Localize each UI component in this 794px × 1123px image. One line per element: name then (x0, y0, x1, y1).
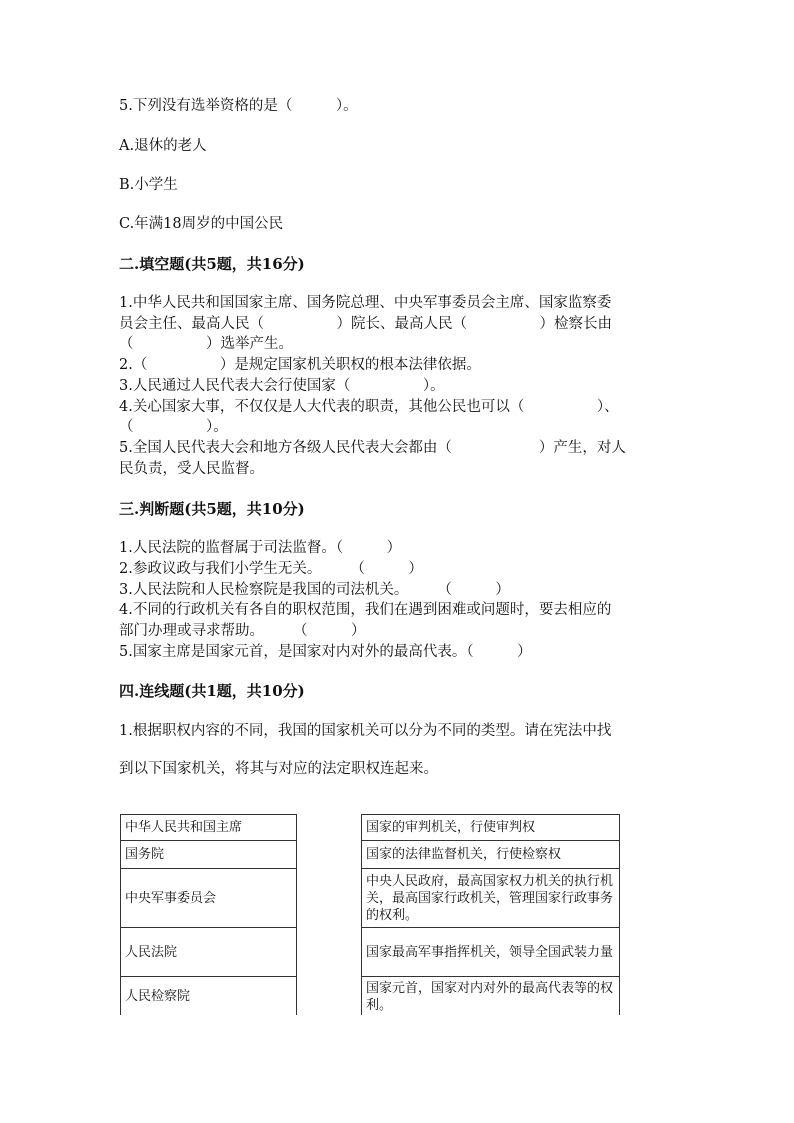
question-5-stem: 5.下列没有选举资格的是（ ）。 (119, 98, 358, 114)
fill-line: （ ）。 (119, 419, 228, 435)
match-right-table (361, 814, 620, 1015)
fill-line: 3.人民通过人民代表大会行使国家（ ）。 (119, 378, 445, 394)
judge-line: 1.人民法院的监督属于司法监督。（ ） (119, 540, 402, 556)
fill-line: 4.关心国家大事，不仅仅是人大代表的职责，其他公民也可以（ ）、 (119, 399, 619, 415)
option-c: C.年满18周岁的中国公民 (119, 216, 284, 232)
left-organ-item[interactable]: 中央军事委员会 (121, 869, 296, 928)
right-power-item[interactable]: 国家的法律监督机关，行使检察权 (362, 841, 619, 869)
fill-line: 2.（ ）是规定国家机关职权的根本法律依据。 (119, 357, 481, 373)
judge-line: 部门办理或寻求帮助。 （ ） (119, 623, 366, 639)
fill-line: 员会主任、最高人民（ ）院长、最高人民（ ）检察长由 (119, 316, 612, 332)
option-a: A.退休的老人 (119, 138, 207, 154)
left-organ-item[interactable]: 人民法院 (121, 928, 296, 977)
fill-line: （ ）选举产生。 (119, 336, 293, 352)
right-power-item[interactable]: 国家元首，国家对内对外的最高代表等的权利。 (366, 980, 614, 1013)
match-stem-line: 1.根据职权内容的不同，我国的国家机关可以分为不同的类型。请在宪法中找 (119, 723, 612, 739)
right-power-item[interactable]: 中央人民政府，最高国家权力机关的执行机关，最高国家行政机关，管理国家行政事务的权利。 (362, 869, 619, 928)
section-match-heading: 四.连线题(共1题，共10分) (119, 682, 305, 700)
option-b: B.小学生 (119, 177, 178, 193)
fill-line: 民负责，受人民监督。 (119, 461, 264, 477)
right-power-item[interactable]: 国家的审判机关，行使审判权 (362, 815, 619, 841)
right-power-item[interactable]: 国家最高军事指挥机关，领导全国武装力量 (362, 928, 619, 977)
left-organ-item[interactable]: 中华人民共和国主席 (121, 815, 296, 841)
section-fill-heading: 二.填空题(共5题，共16分) (119, 255, 305, 273)
section-judge-heading: 三.判断题(共5题，共10分) (119, 500, 305, 518)
judge-line: 2.参政议政与我们小学生无关。 （ ） (119, 561, 423, 577)
judge-line: 4.不同的行政机关有各自的职权范围，我们在遇到困难或问题时，要去相应的 (119, 602, 612, 618)
judge-line: 3.人民法院和人民检察院是我国的司法机关。 （ ） (119, 582, 510, 598)
left-organ-item[interactable]: 人民检察院 (125, 989, 191, 1004)
fill-line: 5.全国人民代表大会和地方各级人民代表大会都由（ ）产生，对人 (119, 440, 626, 456)
match-left-table (120, 814, 297, 1015)
fill-line: 1.中华人民共和国国家主席、国务院总理、中央军事委员会主席、国家监察委 (119, 295, 612, 311)
match-stem-line: 到以下国家机关，将其与对应的法定职权连起来。 (119, 761, 438, 777)
judge-line: 5.国家主席是国家元首，是国家对内对外的最高代表。（ ） (119, 644, 532, 660)
left-organ-item[interactable]: 国务院 (121, 841, 296, 869)
